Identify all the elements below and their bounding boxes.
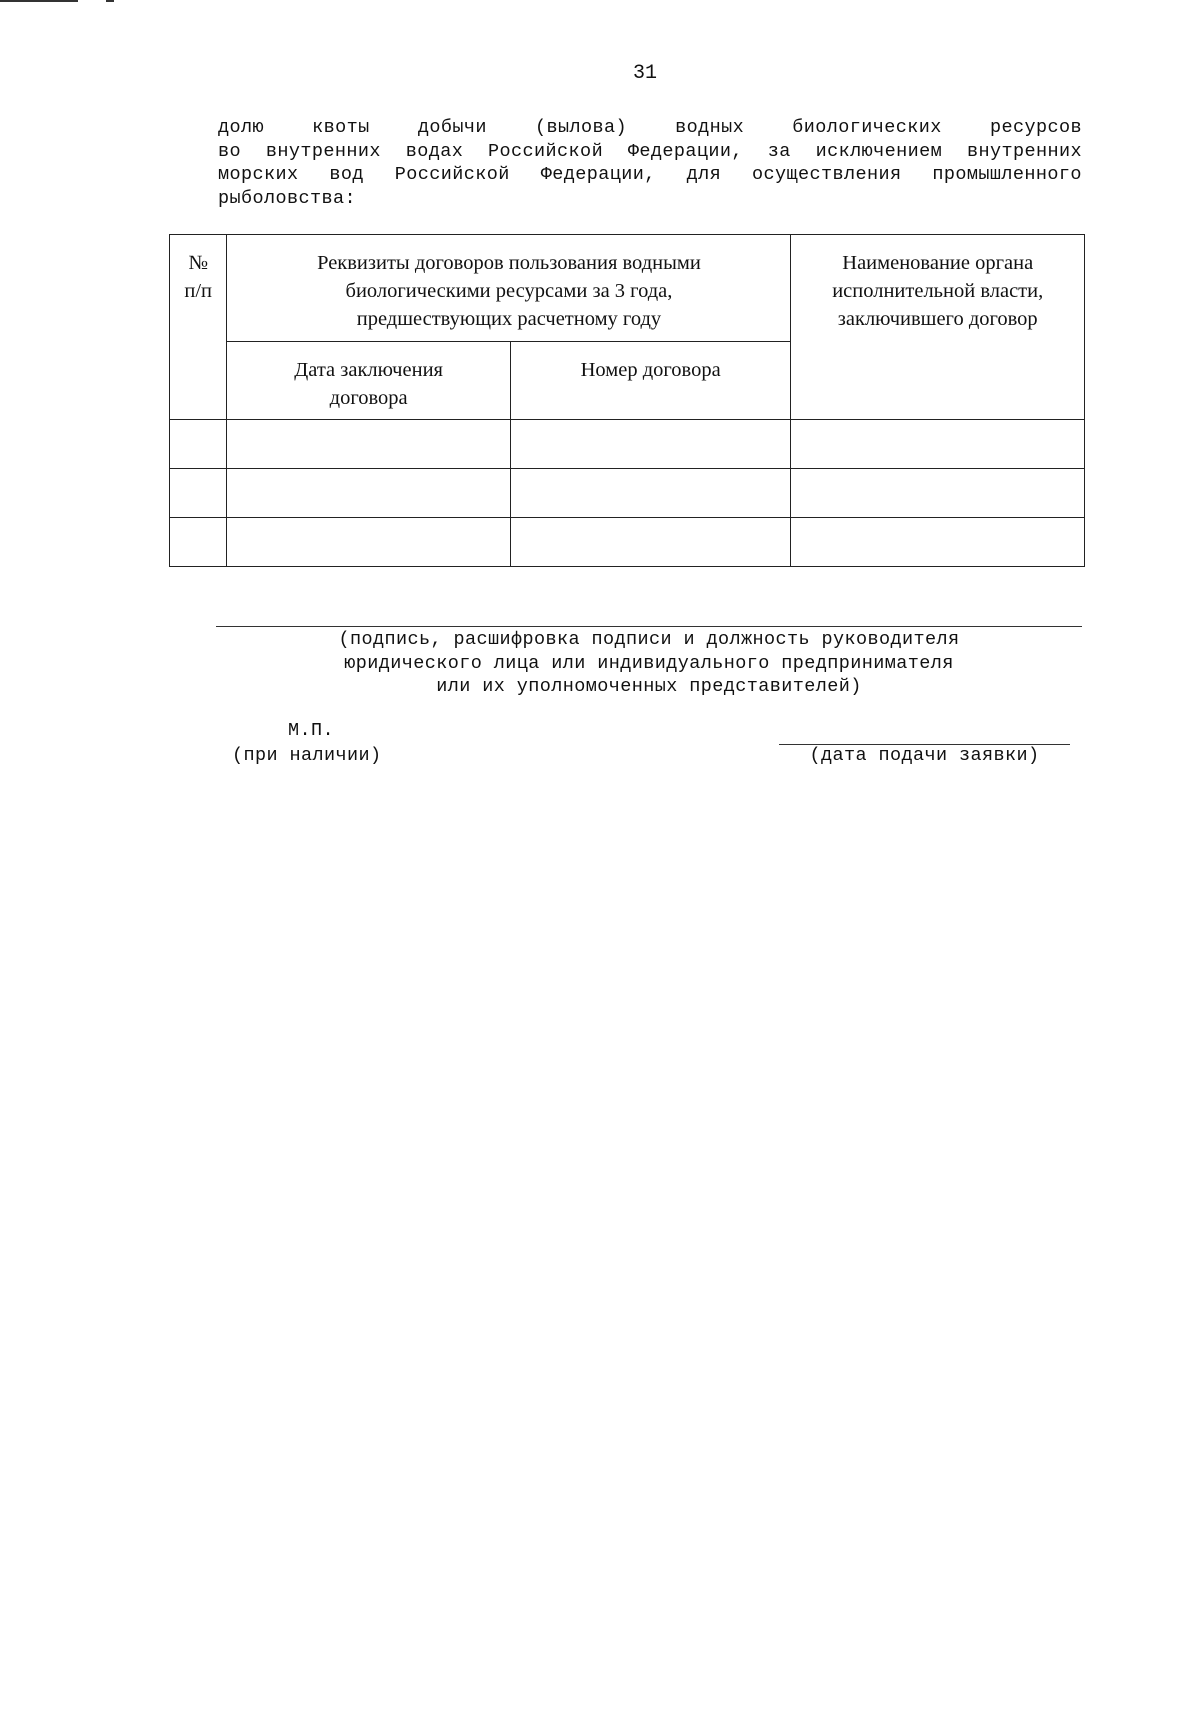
intro-word: вод: [329, 164, 364, 185]
intro-word: водах: [405, 140, 464, 162]
intro-word: добычи: [417, 117, 487, 138]
table-cell: [227, 469, 510, 518]
intro-word: Российской: [394, 164, 510, 185]
stamp-label: М.П.: [288, 720, 335, 741]
intro-paragraph: [218, 116, 1082, 210]
intro-word: за: [767, 140, 791, 162]
header-organ-label: Наименование органа исполнительной власти, заключившего договор: [832, 252, 1044, 330]
intro-word: для: [686, 164, 722, 185]
header-contract-number-label: Номер договора: [580, 359, 721, 381]
table-cell: [227, 420, 510, 469]
header-date-label: Дата заключения договора: [294, 359, 443, 409]
table-cell: [170, 420, 227, 469]
table-row: [170, 518, 1085, 567]
page-number: 31: [632, 62, 657, 85]
intro-word: Федерации,: [540, 164, 656, 185]
intro-word: ресурсов: [989, 117, 1082, 138]
table-cell: [791, 518, 1085, 567]
intro-word: (вылова): [534, 117, 627, 138]
intro-word: Федерации,: [627, 140, 743, 162]
table-cell: [791, 469, 1085, 518]
header-requisites: [227, 235, 791, 342]
header-number: [170, 235, 227, 420]
table-cell: [510, 469, 791, 518]
intro-word: квоты: [312, 117, 370, 138]
intro-word: Российской: [488, 140, 604, 162]
header-contract-number: [510, 342, 791, 420]
signature-line: [216, 626, 1082, 627]
stamp-note: (при наличии): [232, 745, 382, 766]
scan-artifact-line: [0, 0, 78, 2]
intro-line: [218, 187, 1082, 211]
header-organ: [791, 235, 1085, 420]
table-cell: [510, 518, 791, 567]
intro-line: [218, 163, 1082, 187]
table-cell: [170, 518, 227, 567]
intro-word: долю: [218, 117, 265, 138]
contracts-table: [169, 234, 1085, 567]
table-row: [170, 420, 1085, 469]
intro-word: исключением: [815, 140, 943, 162]
intro-line: [218, 140, 1082, 164]
header-requisites-label: Реквизиты договоров пользования водными биологическими ресурсами за 3 года, предшествующих расчетному году: [317, 252, 701, 330]
intro-line: [218, 116, 1082, 140]
intro-word: осуществления: [751, 164, 902, 185]
intro-word: водных: [675, 117, 745, 138]
header-number-label: № п/п: [184, 252, 213, 302]
header-date: [227, 342, 510, 420]
intro-word: во: [218, 140, 242, 162]
table-cell: [791, 420, 1085, 469]
signature-caption-line: юридического лица или индивидуального предпринимателя: [344, 652, 954, 674]
signature-caption-line: или их уполномоченных представителей): [436, 676, 862, 697]
intro-word: промышленного: [932, 164, 1082, 185]
signature-caption: [216, 628, 1082, 699]
table-cell: [227, 518, 510, 567]
intro-word: внутренних: [966, 140, 1082, 162]
intro-word: внутренних: [265, 140, 381, 162]
intro-word: рыболовства:: [218, 187, 357, 209]
signature-caption-line: (подпись, расшифровка подписи и должность руководителя: [338, 629, 960, 650]
date-caption: (дата подачи заявки): [809, 745, 1040, 766]
intro-word: биологических: [792, 117, 942, 138]
table-cell: [510, 420, 791, 469]
table-cell: [170, 469, 227, 518]
scan-artifact-line: [106, 0, 114, 2]
contracts-table-body: [170, 420, 1085, 567]
intro-word: морских: [218, 164, 299, 185]
table-row: [170, 469, 1085, 518]
